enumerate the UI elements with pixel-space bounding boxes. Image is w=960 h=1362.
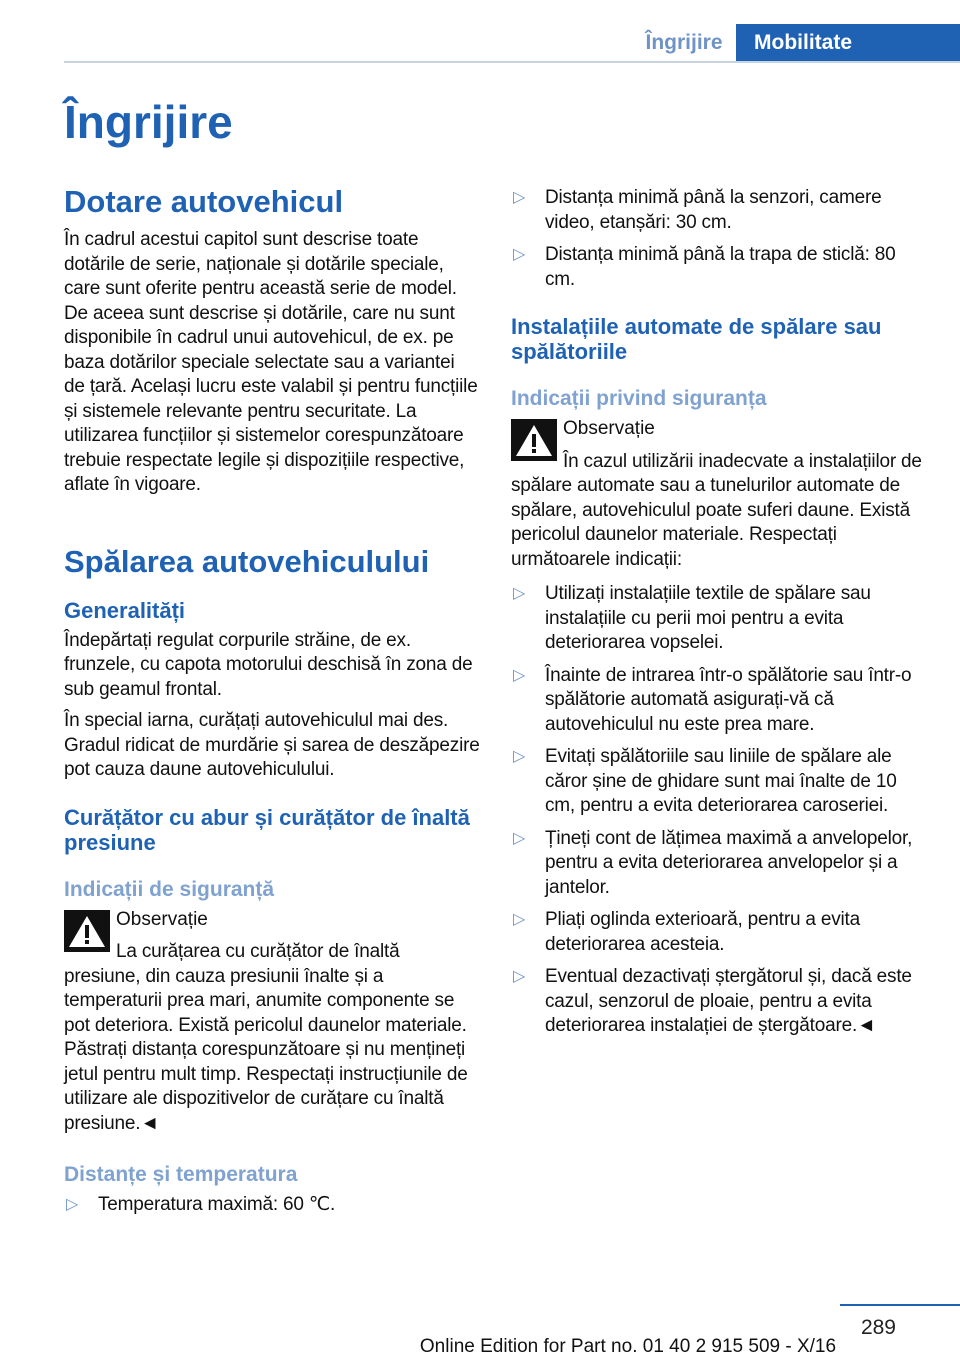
list-item xyxy=(511,186,929,235)
list-item-text: Distanța minimă până la trapa de sticlă: 80 cm. xyxy=(545,244,896,290)
page-number: 289 xyxy=(860,1316,896,1339)
triangle-bullet-icon: ▷ xyxy=(513,189,526,206)
heading-generalitati: Generalități xyxy=(64,597,186,623)
tab-mobilitate[interactable]: Mobilitate xyxy=(736,24,960,61)
heading-curatator: Curățător cu abur și curățător de înaltă presiune xyxy=(64,804,470,855)
list-distante-cont xyxy=(511,186,929,292)
right-column xyxy=(511,186,929,1047)
footer-edition xyxy=(0,1336,960,1358)
triangle-bullet-icon: ▷ xyxy=(513,585,526,602)
heading-dotare: Dotare autovehicul xyxy=(64,184,344,219)
warning-note xyxy=(511,417,929,572)
list-item-text: Distanța minimă până la senzori, camere video, etanșări: 30 cm. xyxy=(545,187,882,233)
heading-indicatii-siguranta: Indicații de siguranță xyxy=(64,877,275,901)
list-item xyxy=(511,243,929,292)
tab-ingrijire[interactable]: Îngrijire xyxy=(645,30,723,54)
list-item-text: Înainte de intrarea într-o spălătorie sau într-o spălătorie automată asigurați-vă că autovehiculul nu este prea mare. xyxy=(545,664,912,735)
heading-distante: Distanțe și temperatura xyxy=(64,1163,298,1186)
triangle-bullet-icon: ▷ xyxy=(513,748,526,765)
list-item xyxy=(511,908,929,957)
note-title: Observație xyxy=(563,418,655,439)
warning-note xyxy=(64,908,480,1137)
header-rule xyxy=(64,61,960,63)
left-column xyxy=(64,184,480,1226)
list-item xyxy=(511,745,929,819)
list-item xyxy=(64,1193,480,1218)
paragraph-generalitati-2: În special iarna, curățați autovehiculul mai des. Gradul ridicat de murdărie și sarea de deszăpezire pot cauza daune autovehiculului. xyxy=(64,710,480,780)
list-item xyxy=(511,582,929,656)
triangle-bullet-icon: ▷ xyxy=(513,968,526,985)
note-title: Observație xyxy=(116,908,208,930)
warning-triangle-icon xyxy=(64,910,110,952)
heading-indicatii-privind-siguranta: Indicații privind siguranța xyxy=(511,387,767,410)
heading-spalarea: Spălarea autovehiculului xyxy=(64,543,430,579)
paragraph-generalitati-1: Îndepărtați regulat corpurile străine, de ex. frunzele, cu capota motorului deschisă în zona de sub geamul frontal. xyxy=(64,629,473,700)
list-item xyxy=(511,965,929,1039)
triangle-bullet-icon: ▷ xyxy=(513,246,526,263)
note-body: În cazul utilizării inadecvate a instalațiilor de spălare automate sau a tunelurilor automate de spălare, autovehiculul poate suferi daune. Există pericolul daunelor materiale. Respectați următoarele indicații: xyxy=(511,450,922,570)
list-item-text: Pliați oglinda exterioară, pentru a evita deteriorarea acesteia. xyxy=(545,909,860,955)
triangle-bullet-icon: ▷ xyxy=(513,829,526,847)
triangle-bullet-icon: ▷ xyxy=(513,911,526,928)
list-indicatii xyxy=(511,582,929,1039)
list-item-text: Temperatura maximă: 60 ℃. xyxy=(98,1194,336,1215)
triangle-bullet-icon: ▷ xyxy=(513,666,526,684)
warning-triangle-icon xyxy=(511,419,557,461)
list-item xyxy=(511,664,929,738)
triangle-bullet-icon: ▷ xyxy=(66,1196,79,1213)
list-item-text: Utilizați instalațiile textile de spălare sau instalațiile cu perii moi pentru a evita deteriorarea vopselei. xyxy=(545,583,871,653)
paragraph-dotare: În cadrul acestui capitol sunt descrise toate dotările de serie, naționale și dotările speciale, care sunt oferite pentru această serie de model. De aceea sunt descrise și dotările, care nu sunt disponibile în cadrul unui autovehicul, de ex. pe baza dotărilor speciale selectate sau a variantei de țară. Același lucru este valabil și pentru funcțiile și sistemele relevante pentru securitate. La utilizarea funcțiilor și sistemelor corespunzătoare trebuie respectate legile și dispozițiile respective, aflate în vigoare. xyxy=(64,229,478,495)
chapter-title: Îngrijire xyxy=(64,96,233,148)
list-distante xyxy=(64,1193,480,1218)
list-item-text: Eventual dezactivați ștergătorul și, dacă este cazul, senzorul de ploaie, pentru a evita deteriorarea instalației de ștergătoare.◄ xyxy=(545,966,912,1036)
list-item xyxy=(511,827,929,901)
note-body: La curățarea cu curățător de înaltă presiune, din cauza presiunii înalte și a temperaturii prea mari, anumite componente se pot deteriora. Există pericolul daunelor materiale. Păstrați distanța corespunzătoare și nu mențineți jetul pentru mult timp. Respectați instrucțiunile de utilizare ale dispozitivelor de curățare cu înaltă presiune.◄ xyxy=(64,941,468,1134)
list-item-text: Evitați spălătoriile sau liniile de spălare ale căror șine de ghidare sunt mai înalte de 10 cm, pentru a evita deteriorarea caroseriei. xyxy=(545,746,897,816)
list-item-text: Țineți cont de lățimea maximă a anvelopelor, pentru a evita deteriorarea anvelopelor și a jantelor. xyxy=(545,827,913,898)
page-number-rule xyxy=(840,1304,960,1306)
footer-text: Online Edition for Part no. 01 40 2 915 509 - X/16 xyxy=(419,1336,837,1357)
heading-instalatii: Instalațiile automate de spălare sau spălătoriile xyxy=(511,314,882,364)
